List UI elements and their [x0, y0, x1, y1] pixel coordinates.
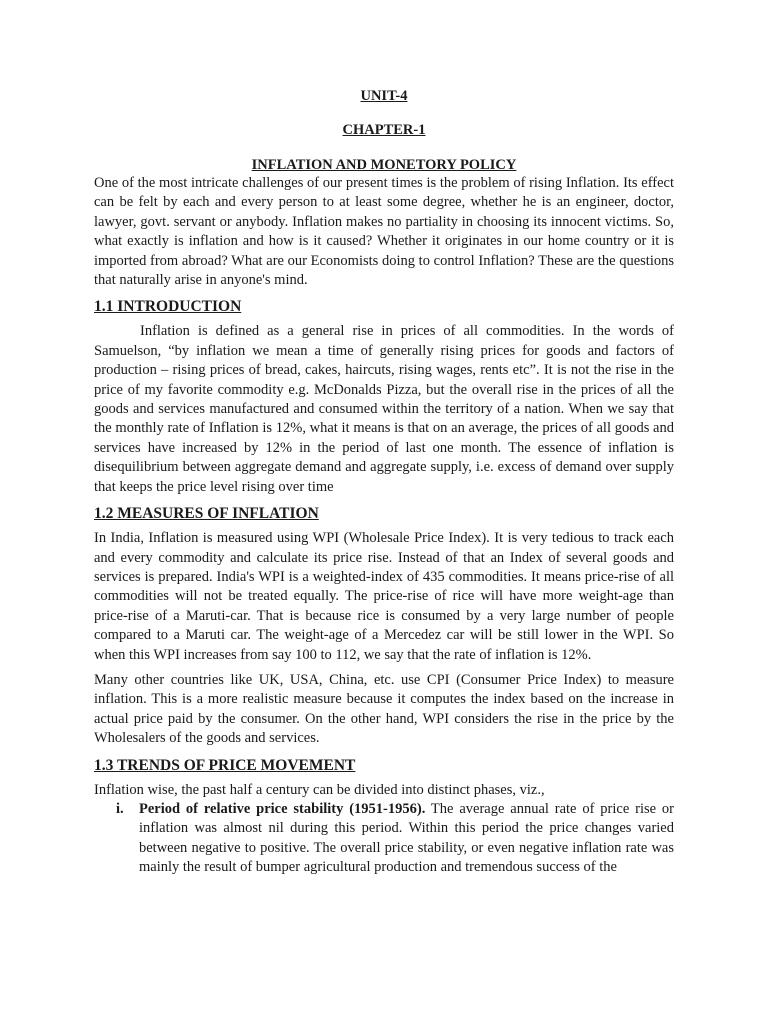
chapter-heading: CHAPTER-1 — [342, 122, 426, 138]
phase-numeral: i. — [116, 800, 124, 817]
section-heading-measures: 1.2 MEASURES OF INFLATION — [94, 505, 319, 523]
introduction-paragraph: Inflation is defined as a general rise in prices of all commodities. In the words of Samuelson, “by inflation we mean a time of generally rising prices for goods and factors of production – rising prices of bread, cakes, haircuts, rising wages, rents etc”. It is not the rise in the price of my favorite commodity e.g. McDonalds Pizza, but the overall rise in the prices of all the goods and services manufactured and consumed within the territory of a nation. When we say that the monthly rate of Inflation is 12%, what it means is that on an average, the prices of all goods and services have increased by 12% in the period of last one month. The essence of inflation is disequilibrium between aggregate demand and aggregate supply, i.e. excess of demand over supply that keeps the price level rising over time — [94, 323, 674, 495]
phase-list — [94, 800, 674, 878]
trends-lead: Inflation wise, the past half a century can be divided into distinct phases, viz., — [94, 781, 545, 798]
phase-text: The average annual rate of price rise or inflation was almost nil during this period. Within this period the price changes varied between negative to positive. The overall price stability, or even negative inflation rate was mainly the result of bumper agricultural production and tremendous success of the — [139, 800, 674, 876]
measures-paragraph-2: Many other countries like UK, USA, China, etc. use CPI (Consumer Price Index) to measure inflation. This is a more realistic measure because it computes the index based on the increase in actual price paid by the consumer. On the other hand, WPI considers the rise in the price by the Wholesalers of the goods and services. — [94, 671, 674, 747]
measures-paragraph-1: In India, Inflation is measured using WPI (Wholesale Price Index). It is very tedious to track each and every commodity and calculate its price rise. Instead of that an Index of several goods and services is prepared. India's WPI is a weighted-index of 435 commodities. It means price-rise of all commodities will not be treated equally. The price-rise of rice will have more weight-age than price-rise of a Maruti-car. That is because rice is consumed by a very large number of people compared to a Maruti car. The weight-age of a Mercedez car will be still lower in the WPI. So when this WPI increases from say 100 to 112, we say that the rate of inflation is 12%. — [94, 530, 674, 663]
list-item — [94, 800, 674, 878]
section-heading-introduction: 1.1 INTRODUCTION — [94, 298, 242, 316]
document-title: INFLATION AND MONETORY POLICY — [251, 157, 517, 173]
section-heading-trends: 1.3 TRENDS OF PRICE MOVEMENT — [94, 756, 356, 774]
intro-paragraph: One of the most intricate challenges of our present times is the problem of rising Inflation. Its effect can be felt by each and every person to at least some degree, whether he is an engineer, doctor, lawyer, govt. servant or anybody. Inflation makes no partiality in choosing its innocent victims. So, what exactly is inflation and how is it caused? Whether it originates in our home country or it is imported from abroad? What are our Economists doing to control Inflation? These are the questions that naturally arise in anyone's mind. — [94, 175, 674, 289]
unit-heading: UNIT-4 — [360, 88, 408, 104]
phase-title: Period of relative price stability (1951-1956). — [139, 800, 426, 817]
